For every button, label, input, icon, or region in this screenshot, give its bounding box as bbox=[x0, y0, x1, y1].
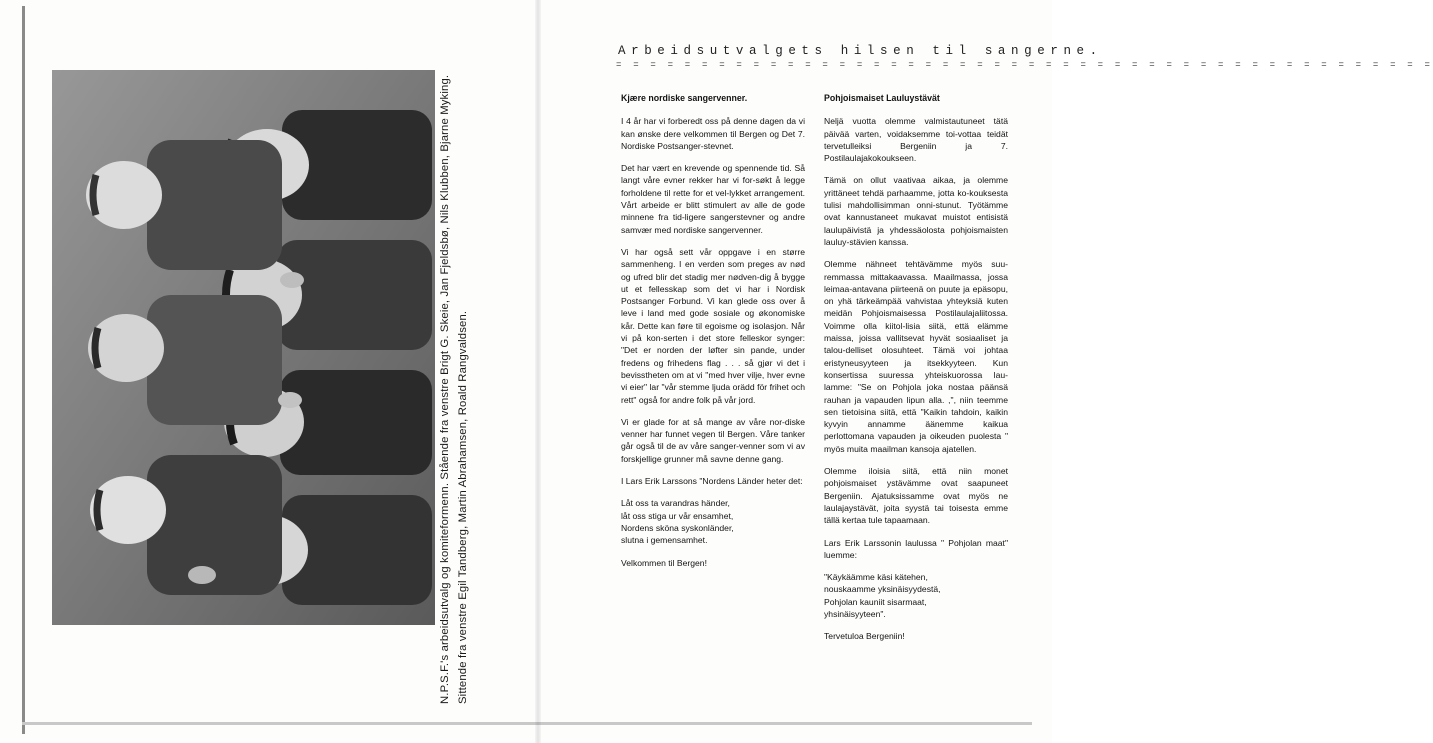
norwegian-paragraph: I 4 år har vi forberedt oss på denne dagen da vi kan ønske dere velkommen til Bergen og Det 7. Nordiske Postsanger-stevnet. bbox=[621, 116, 805, 151]
poem-line: slutna i gemensamhet. bbox=[621, 535, 708, 546]
page-edge-bottom bbox=[22, 722, 1032, 725]
norwegian-poem bbox=[621, 497, 805, 546]
finnish-paragraph: Lars Erik Larssonin laulussa " Pohjolan maat" luemme: bbox=[824, 537, 1008, 560]
finnish-closing: Tervetuloa Bergeniin! bbox=[824, 631, 905, 642]
poem-line: yhsinäisyyteen". bbox=[824, 608, 886, 619]
page-edge-left bbox=[22, 6, 25, 734]
norwegian-greeting: Kjære nordiske sangervenner. bbox=[621, 93, 748, 103]
heading-rule: = = = = = = = = = = = = = = = = = = = = = = = = = = = = = = = = = = = = = = = = = = = = = = = = bbox=[616, 60, 1433, 70]
caption-line-2: Sittende fra venstre Egil Tandberg, Martin Abrahamsen, Roald Rangvaldsen. bbox=[457, 310, 469, 704]
poem-line: "Käykäämme käsi kätehen, bbox=[824, 572, 928, 583]
norwegian-paragraph: Vi er glade for at så mange av våre nor-diske venner har funnet vegen til Bergen. Våre tanker går også til de av våre sanger-venner som vi av forskjellige grunner må savne denne gang. bbox=[621, 416, 805, 464]
page-gutter bbox=[535, 0, 541, 743]
poem-line: Låt oss ta varandras händer, bbox=[621, 498, 730, 509]
caption-line-1: N.P.S.F.'s arbeidsutvalg og komiteformenn. Stående fra venstre Brigt G. Skeie, Jan Fjeldsbø, Nils Klubben, Bjarne Myking. bbox=[439, 74, 451, 704]
norwegian-paragraph: Vi har også sett vår oppgave i en større sammenheng. I en verden som preges av nød og ufred blir det stadig mer nødven-dig å bygge ut et fellesskap som det vi har i Nordisk Postsanger Forbund. Vi kan glede oss over å leve i land med gode sosiale og økonomiske kår. Dette kan føre til egoisme og isolasjon. Når vi på kon-serten i det store felleskor synger: "Det er norden der løfter sin pande, under fredens og frihedens flag . . . så gjør vi det i bevisstheten om at vi "med hver vilje, hver evne vi eier" lar "vår stemme ljuda orädd för frihet och rett" også for andre folk på vår jord. bbox=[621, 246, 805, 405]
group-photo-image bbox=[52, 70, 435, 625]
page-heading: Arbeidsutvalgets hilsen til sangerne. bbox=[618, 44, 1103, 58]
finnish-column bbox=[824, 92, 1008, 653]
norwegian-closing: Velkommen til Bergen! bbox=[621, 557, 707, 568]
norwegian-column bbox=[621, 92, 805, 579]
group-photo bbox=[52, 70, 435, 625]
photo-caption bbox=[434, 32, 474, 707]
finnish-paragraph: Olemme iloisia siitä, että niin monet pohjoismaiset ystävämme ovat saapuneet Bergeniin. Ajatuksissamme ovat myös ne laulajaystävät, joita syystä tai toisesta emme tällä kertaa tule tapaamaan. bbox=[824, 466, 1008, 526]
norwegian-paragraph: Det har vært en krevende og spennende tid. Så langt våre evner rekker har vi for-søkt å legge forholdene til rette for et vel-lykket arrangement. Vårt arbeide er blitt stimulert av alle de gode minnene fra tid-ligere sangerstevner og andre samvær med nordiske sangervenner. bbox=[621, 163, 805, 235]
poem-line: Pohjolan kauniit sisarmaat, bbox=[824, 596, 927, 607]
finnish-paragraph: Olemme nähneet tehtävämme myös suu-remmassa mittakaavassa. Maailmassa, jossa leimaa-antavana piirteenä on puute ja epäsopu, on yhä tärkeämpää vahvistaa yhteyksiä kuten meidän Pohjoismaisessa Postilaulajaliitossa. Voimme olla kiitol-lisia siitä, että elämme maissa, joissa vallitsevat hyvät sosiaaliset ja talou-delliset olosuhteet. Tämä voi johtaa eristyneusyyteen ja itsekkyyteen. Kun konsertissa suuressa yhteiskuorossa lau-lamme: "Se on Pohjola joka nostaa päänsä rauhan ja vapauden lipun alla. ,", niin teemme sen tietoisina siitä, että "Kaikin tahdoin, kaikin kyvyin annamme äänemme kaikua perlottomana vapauden ja oikeuden puolesta " myös muita maailman kansoja ajatellen. bbox=[824, 259, 1008, 454]
norwegian-paragraph: I Lars Erik Larssons "Nordens Länder heter det: bbox=[621, 476, 803, 487]
poem-line: Nordens sköna syskonländer, bbox=[621, 522, 734, 533]
finnish-paragraph: Neljä vuotta olemme valmistautuneet tätä päivää varten, voidaksemme toi-vottaa teidät tervetulleiksi Bergeniin ja 7. Postilaulajakokoukseen. bbox=[824, 116, 1008, 164]
poem-line: låt oss stiga ur vår ensamhet, bbox=[621, 510, 734, 521]
finnish-title: Pohjoismaiset Lauluystävät bbox=[824, 93, 940, 103]
finnish-paragraph: Tämä on ollut vaativaa aikaa, ja olemme yrittäneet tehdä parhaamme, jotta ko-kouksesta tulisi mahdollisimman onni-stunut. Työtämme ovat kannustaneet mukavat muistot entisistä laulupäivistä ja yhdessäolosta pohjoismaisten lauluy-stävien kanssa. bbox=[824, 175, 1008, 247]
finnish-poem bbox=[824, 571, 1008, 620]
poem-line: nouskaamme yksinäisyydestä, bbox=[824, 584, 941, 595]
